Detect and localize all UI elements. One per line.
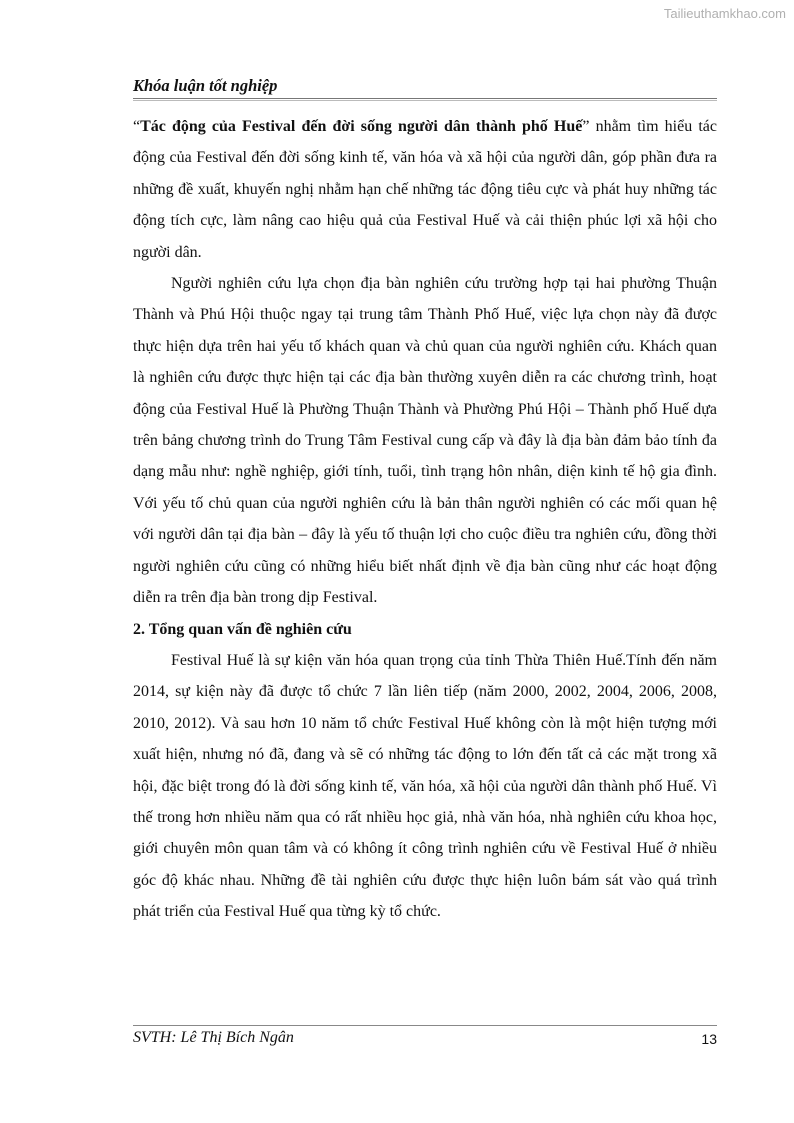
paragraph-intro [133, 111, 717, 268]
open-quote: “ [133, 118, 141, 135]
section-heading: 2. Tổng quan vấn đề nghiên cứu [133, 620, 352, 638]
footer-author: SVTH: Lê Thị Bích Ngân [133, 1029, 294, 1046]
paragraph-study-area: Người nghiên cứu lựa chọn địa bàn nghiên cứu trường hợp tại hai phường Thuận Thành và Phú Hội thuộc ngay tại trung tâm Thành Phố Huế, việc lựa chọn này đã được thực hiện dựa trên hai yếu tố khách quan và chủ quan của người nghiên cứu. Khách quan là nghiên cứu được thực hiện tại các địa bàn thường xuyên diễn ra các chương trình, hoạt động của Festival Huế là Phường Thuận Thành và Phường Phú Hội – Thành phố Huế dựa trên bảng chương trình do Trung Tâm Festival cung cấp và đây là địa bàn đảm bảo tính đa dạng mẫu như: nghề nghiệp, giới tính, tuổi, tình trạng hôn nhân, diện kinh tế hộ gia đình. Với yếu tố chủ quan của người nghiên cứu là bản thân người nghiên có các mối quan hệ với người dân tại địa bàn – đây là yếu tố thuận lợi cho cuộc điều tra nghiên cứu, đồng thời người nghiên cứu cũng có những hiểu biết nhất định về địa bàn cũng như các hoạt động diễn ra trên địa bàn trong dịp Festival. [133, 275, 717, 607]
watermark-text: Tailieuthamkhao.com [663, 6, 786, 21]
page-number: 13 [701, 1031, 717, 1047]
document-body [133, 111, 717, 928]
study-title: Tác động của Festival đến đời sống người dân thành phố Huế [140, 118, 583, 135]
paragraph-intro-text: ” nhằm tìm hiểu tác động của Festival đến đời sống kinh tế, văn hóa và xã hội của người dân, góp phần đưa ra những đề xuất, khuyến nghị nhằm hạn chế những tác động tiêu cực và phát huy những tác động tích cực, làm nâng cao hiệu quả của Festival Huế và cải thiện phúc lợi xã hội cho người dân. [133, 118, 717, 261]
footer-divider [133, 1025, 717, 1026]
paragraph-overview: Festival Huế là sự kiện văn hóa quan trọng của tỉnh Thừa Thiên Huế.Tính đến năm 2014, sự kiện này đã được tổ chức 7 lần liên tiếp (năm 2000, 2002, 2004, 2006, 2008, 2010, 2012). Và sau hơn 10 năm tổ chức Festival Huế không còn là một hiện tượng mới xuất hiện, nhưng nó đã, đang và sẽ có những tác động to lớn đến tất cả các mặt trong xã hội, đặc biệt trong đó là đời sống kinh tế, văn hóa, xã hội của người dân thành phố Huế. Vì thế trong hơn nhiều năm qua có rất nhiều học giả, nhà văn hóa, nhà nghiên cứu khoa học, giới chuyên môn quan tâm và có không ít công trình nghiên cứu về Festival Huế ở nhiều góc độ khác nhau. Những đề tài nghiên cứu được thực hiện luôn bám sát vào quá trình phát triển của Festival Huế qua từng kỳ tổ chức. [133, 651, 717, 921]
page-header-title: Khóa luận tốt nghiệp [133, 76, 278, 95]
header-divider [133, 98, 717, 101]
